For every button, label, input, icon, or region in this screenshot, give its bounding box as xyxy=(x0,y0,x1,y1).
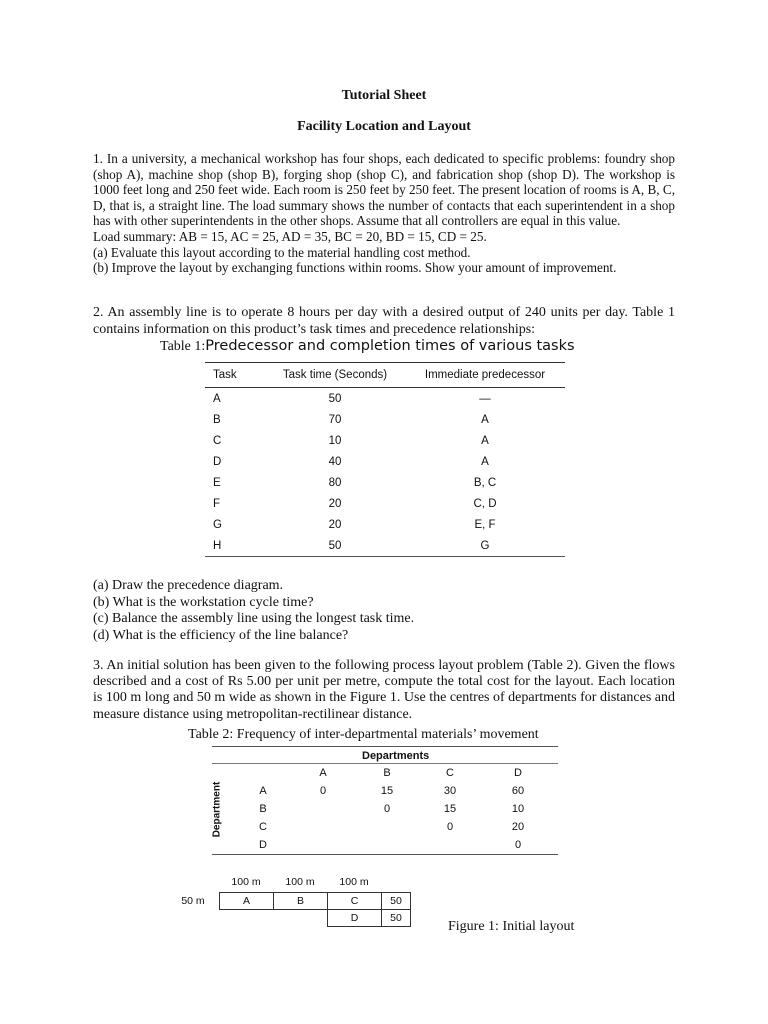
predecessor-cell: B, C xyxy=(473,476,497,489)
width-label: 100 m xyxy=(231,876,261,888)
table-2-row-axis-label: Department xyxy=(211,781,223,838)
matrix-cell: 0 xyxy=(514,839,522,851)
matrix-cell: 0 xyxy=(383,803,391,815)
task-cell: A xyxy=(213,392,221,405)
time-cell: 80 xyxy=(328,476,342,489)
table-1-caption-prefix: Table 1: xyxy=(160,339,206,354)
question-3-body: 3. An initial solution has been given to the following process layout problem (Table 2). Given the flows described and a cost of Rs 5.00 per unit per metre, compute the total cost for the layout. Each location is 100 m long and 50 m wide as shown in the Figure 1. Use the centres of departments for distances and measure distance using metropolitan-rectilinear distance. xyxy=(93,658,675,722)
question-1-part-b: (b) Improve the layout by exchanging functions within rooms. Show your amount of improvement. xyxy=(93,260,617,276)
table-2-bottom-rule xyxy=(212,854,558,855)
time-cell: 50 xyxy=(328,392,342,405)
matrix-cell: 0 xyxy=(319,785,327,797)
page-title: Tutorial Sheet xyxy=(341,88,427,103)
table-1-header-time: Task time (Seconds) xyxy=(265,363,405,388)
task-cell: E xyxy=(213,476,221,489)
location-c: C xyxy=(327,892,382,910)
matrix-cell: 60 xyxy=(511,785,525,797)
row-label: B xyxy=(259,803,267,815)
table-1-caption-text: Predecessor and completion times of various tasks xyxy=(205,338,575,354)
location-d: D xyxy=(327,909,382,927)
table-1-header-row xyxy=(205,363,565,388)
figure-1-layout xyxy=(176,872,416,932)
table-row xyxy=(205,409,565,430)
question-1-part-a: (a) Evaluate this layout according to the material handling cost method. xyxy=(93,244,471,260)
predecessor-cell: A xyxy=(481,413,489,426)
width-label: 100 m xyxy=(339,876,369,888)
time-cell: 10 xyxy=(328,434,342,447)
page-subtitle: Facility Location and Layout xyxy=(297,119,471,134)
location-a: A xyxy=(219,892,274,910)
question-2-part-b: (b) What is the workstation cycle time? xyxy=(93,594,314,610)
matrix-cell: 15 xyxy=(380,785,394,797)
table-2-header: Departments xyxy=(362,750,430,762)
column-label: B xyxy=(383,767,391,779)
task-cell: D xyxy=(213,455,222,468)
table-row xyxy=(205,535,565,557)
question-2-parts xyxy=(93,578,414,644)
time-cell: 20 xyxy=(328,497,342,510)
height-label: 50 m xyxy=(181,895,205,907)
table-row xyxy=(205,493,565,514)
task-cell: B xyxy=(213,413,221,426)
figure-1-caption: Figure 1: Initial layout xyxy=(448,919,575,934)
time-cell: 20 xyxy=(328,518,342,531)
question-1 xyxy=(93,151,675,276)
matrix-cell: 15 xyxy=(443,803,457,815)
column-label: D xyxy=(514,767,522,779)
table-row xyxy=(205,430,565,451)
question-1-body: 1. In a university, a mechanical workshop has four shops, each dedicated to specific problems: foundry shop (shop A), machine shop (shop B), forging shop (shop C), and fabrication shop (shop D). The workshop is 1000 feet long and 250 feet wide. Each room is 250 feet by 250 feet. The present location of rooms is A, B, C, D, that is, a straight line. The load summary shows the number of contacts that each superintendent in a shop has with other superintendents in the other shops. Assume that all controllers are equal in this value. xyxy=(93,151,675,229)
predecessor-cell: C, D xyxy=(473,497,497,510)
task-cell: H xyxy=(205,535,265,557)
question-2-part-c: (c) Balance the assembly line using the longest task time. xyxy=(93,611,415,626)
table-2-top-rule xyxy=(212,746,558,747)
predecessor-cell: A xyxy=(481,434,489,447)
dimension-cell: 50 xyxy=(381,892,411,910)
question-2 xyxy=(93,305,675,338)
matrix-cell: 10 xyxy=(511,803,525,815)
column-label: C xyxy=(446,767,454,779)
matrix-cell: 20 xyxy=(511,821,525,833)
matrix-cell: 0 xyxy=(446,821,454,833)
column-label: A xyxy=(319,767,327,779)
task-cell: F xyxy=(213,497,221,510)
table-1-caption xyxy=(160,338,575,355)
question-2-part-d: (d) What is the efficiency of the line balance? xyxy=(93,627,349,643)
table-1 xyxy=(205,362,565,557)
task-cell: G xyxy=(213,518,222,531)
question-1-load-summary: Load summary: AB = 15, AC = 25, AD = 35, BC = 20, BD = 15, CD = 25. xyxy=(93,228,487,244)
table-row xyxy=(205,388,565,410)
predecessor-cell: E, F xyxy=(474,518,496,531)
table-2 xyxy=(212,746,558,856)
location-b: B xyxy=(273,892,328,910)
time-cell: 40 xyxy=(328,455,342,468)
table-2-caption: Table 2: Frequency of inter-departmental materials’ movement xyxy=(188,727,539,742)
table-row xyxy=(205,514,565,535)
task-cell: C xyxy=(213,434,222,447)
table-1-header-predecessor: Immediate predecessor xyxy=(405,363,565,388)
row-label: C xyxy=(259,821,267,833)
table-1-header-task: Task xyxy=(205,363,265,388)
predecessor-cell: A xyxy=(481,455,489,468)
table-2-header-rule xyxy=(212,763,558,764)
dimension-cell: 50 xyxy=(381,909,411,927)
row-label: A xyxy=(259,785,267,797)
table-row xyxy=(205,472,565,493)
question-2-body: 2. An assembly line is to operate 8 hours per day with a desired output of 240 units per day. Table 1 contains information on this product’s task times and precedence relationships: xyxy=(93,305,675,337)
row-label: D xyxy=(259,839,267,851)
question-2-part-a: (a) Draw the precedence diagram. xyxy=(93,578,284,593)
question-3 xyxy=(93,658,675,723)
time-cell: 70 xyxy=(328,413,342,426)
matrix-cell: 30 xyxy=(443,785,457,797)
predecessor-cell: — xyxy=(479,392,491,405)
table-row xyxy=(205,451,565,472)
predecessor-cell: G xyxy=(405,535,565,557)
time-cell: 50 xyxy=(265,535,405,557)
width-label: 100 m xyxy=(285,876,315,888)
